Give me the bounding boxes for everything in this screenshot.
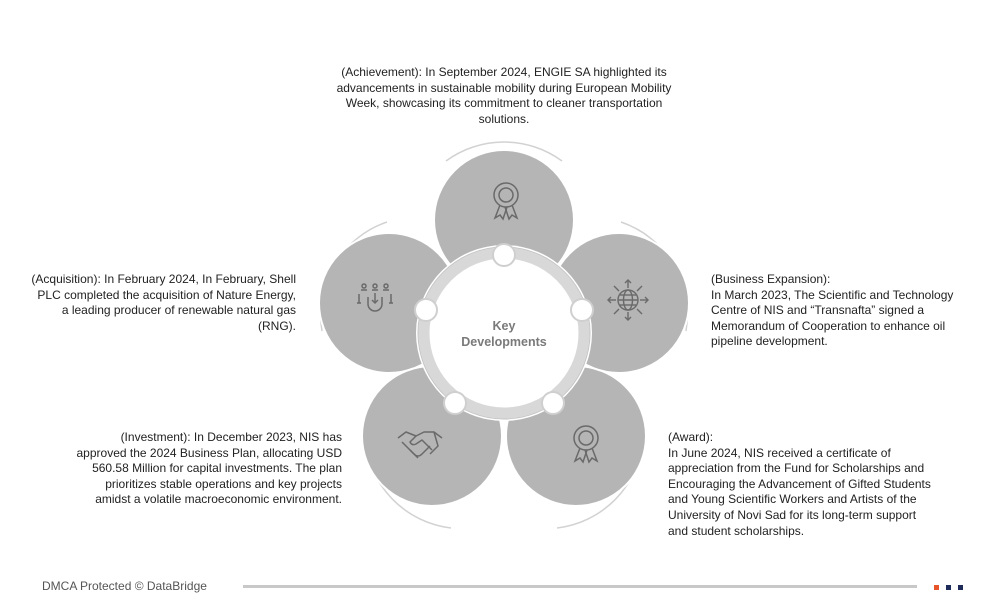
center-label-line1: Key (492, 319, 516, 333)
footer-dot-navy (958, 585, 963, 590)
business-expansion-text: (Business Expansion): In March 2023, The Scientific and Technology Centre of NIS and “Transnafta” signed a Memorandum of Cooperation to enhance oil pipeline development. (711, 272, 954, 349)
ring-node-investment (444, 392, 466, 414)
center-label-line2: Developments (461, 335, 547, 349)
globe-arrows-icon (608, 280, 648, 320)
footer-copyright: DMCA Protected © DataBridge (42, 579, 207, 593)
investment-text: (Investment): In December 2023, NIS has approved the 2024 Business Plan, allocating USD 560.58 Million for capital investments. The plan prioritizes stable operations and key projects amidst a volatile macroeconomic environment. (76, 430, 342, 507)
achievement-text: (Achievement): In September 2024, ENGIE SA highlighted its advancements in sustainable mobility during European Mobility Week, showcasing its commitment to cleaner transportation solutions. (336, 65, 672, 126)
ring-node-award (542, 392, 564, 414)
footer-dot-navy (946, 585, 951, 590)
acquisition-text: (Acquisition): In February 2024, In February, Shell PLC completed the acquisition of Nature Energy, a leading producer of renewable natural gas (RNG). (31, 272, 296, 333)
footer-divider (243, 585, 917, 588)
ring-node-achievement (493, 244, 515, 266)
ring-node-acquisition (415, 299, 437, 321)
award-text: (Award): In June 2024, NIS received a certificate of appreciation from the Fund for Scholarships and Encouraging the Advancement of Gifted Students and Young Scientific Workers and Artists of the University of Novi Sad for its long-term support and student scholarships. (668, 430, 931, 538)
footer-dot-orange (934, 585, 939, 590)
ring-node-expansion (571, 299, 593, 321)
center-hub (416, 245, 592, 421)
